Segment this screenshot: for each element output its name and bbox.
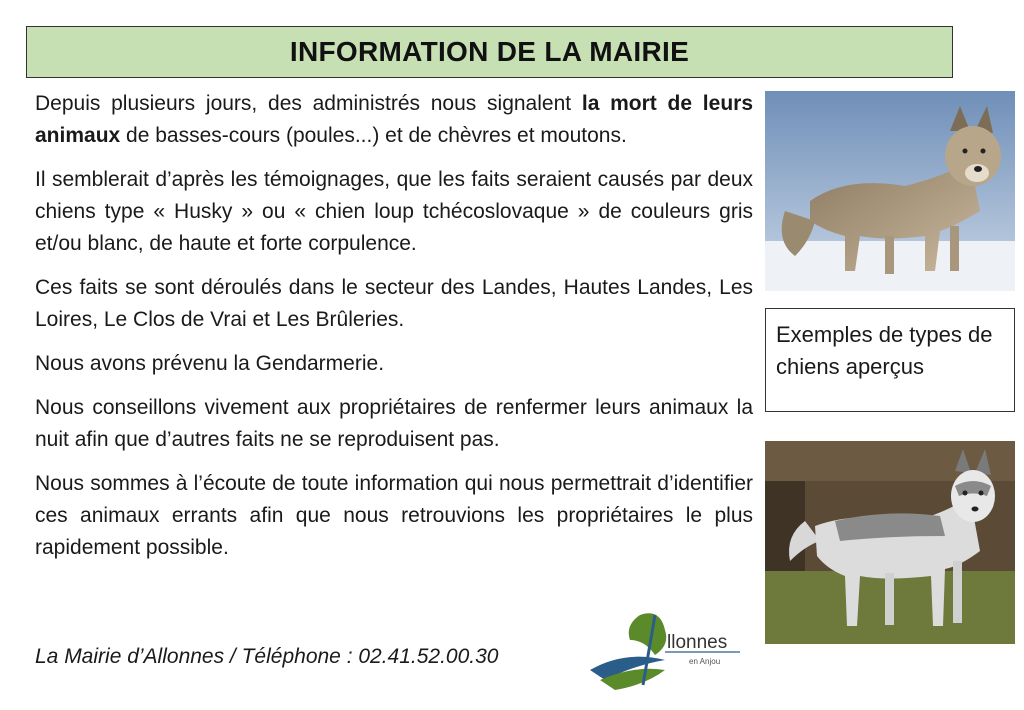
- paragraph-3: Ces faits se sont déroulés dans le secteur des Landes, Hautes Landes, Les Loires, Le Clos de Vrai et Les Brûleries.: [35, 276, 753, 331]
- title-banner: [26, 26, 953, 78]
- paragraph-1-emphasis: la mort de leurs animaux: [35, 92, 753, 147]
- paragraph-2: Il semblerait d’après les témoignages, que les faits seraient causés par deux chiens type « Husky » ou « chien loup tchécoslovaque » de couleurs gris et/ou blanc, de haute et forte corpulence.: [35, 168, 753, 255]
- allonnes-logo: [585, 610, 745, 695]
- wolfdog-photo: [765, 91, 1015, 291]
- husky-photo: [765, 441, 1015, 644]
- page-title: INFORMATION DE LA MAIRIE: [289, 36, 690, 67]
- paragraph-4: Nous avons prévenu la Gendarmerie.: [35, 352, 385, 375]
- footer-signature: La Mairie d’Allonnes / Téléphone : 02.41.52.00.30: [35, 645, 499, 668]
- paragraph-1: [35, 88, 753, 152]
- paragraph-1-lead: Depuis plusieurs jours, des administrés nous signalent: [35, 92, 582, 115]
- article-body: [35, 88, 753, 576]
- photo-caption: Exemples de types de chiens aperçus: [765, 308, 1015, 412]
- oak-leaf-icon: [629, 613, 667, 655]
- paragraph-5: Nous conseillons vivement aux propriétaires de renfermer leurs animaux la nuit afin que d’autres faits ne se reproduisent pas.: [35, 396, 753, 451]
- paragraph-6: Nous sommes à l’écoute de toute information qui nous permettrait d’identifier ces animaux errants afin que nous retrouvions les propriétaires le plus rapidement possible.: [35, 472, 753, 559]
- logo-wordmark: llonnes: [667, 632, 728, 653]
- logo-subtitle: en Anjou: [689, 657, 721, 666]
- paragraph-1-tail: de basses-cours (poules...) et de chèvres et moutons.: [120, 124, 627, 147]
